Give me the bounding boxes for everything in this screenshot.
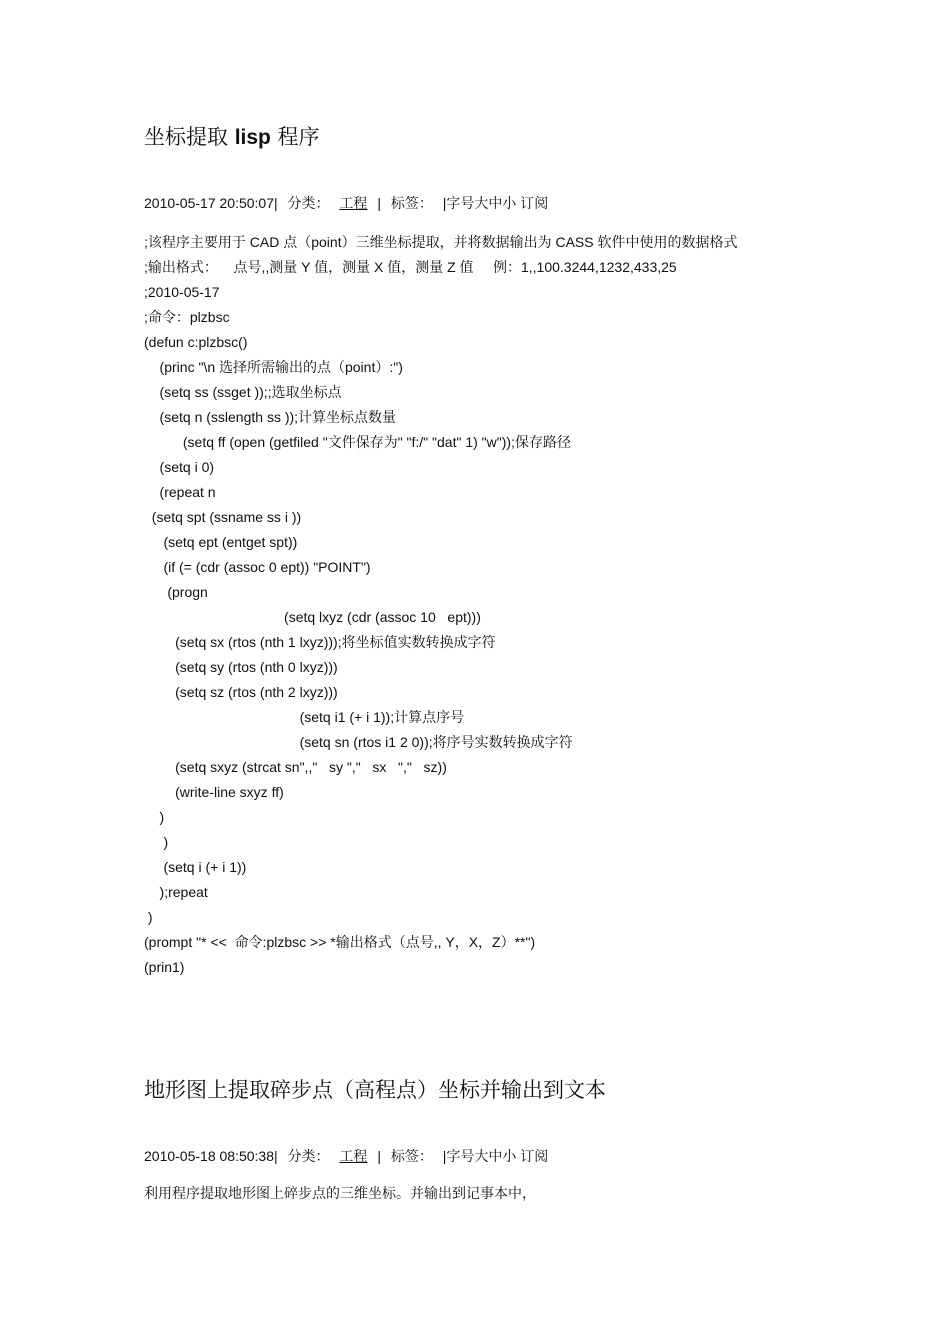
code-line: (setq i (+ i 1)) (144, 859, 247, 875)
category-label: 分类： (287, 1148, 330, 1164)
category-link[interactable]: 工程 (339, 195, 368, 211)
code-line: ) (144, 909, 153, 925)
code-line: (if (= (cdr (assoc 0 ept)) "POINT") (144, 559, 371, 575)
code-line: ) (144, 834, 169, 850)
title-part: 坐标提取 (144, 125, 235, 149)
code-line: (princ "\n 选择所需输出的点（point）:") (144, 359, 403, 375)
code-line: (setq sn (rtos i1 2 0));将序号实数转换成字符 (144, 734, 573, 750)
tags-label: 标签： (390, 1148, 433, 1164)
post-date: 2010-05-17 20:50:07| (144, 195, 278, 211)
code-line: (setq sz (rtos (nth 2 lxyz))) (144, 684, 338, 700)
code-line: (setq sy (rtos (nth 0 lxyz))) (144, 659, 338, 675)
post-body: 利用程序提取地形图上碎步点的三维坐标。并输出到记事本中， (144, 1185, 536, 1201)
code-line: (write-line sxyz ff) (144, 784, 284, 800)
title-part: 程序 (270, 125, 320, 149)
code-line: (progn (144, 584, 208, 600)
code-line: );repeat (144, 884, 208, 900)
code-line: (setq sxyz (strcat sn",," sy "," sx "," sz)) (144, 759, 447, 775)
code-line: (setq i1 (+ i 1));计算点序号 (144, 709, 465, 725)
code-line: (setq lxyz (cdr (assoc 10 ept))) (144, 609, 481, 625)
tags-label: 标签： (390, 195, 433, 211)
code-line: (repeat n (144, 484, 216, 500)
code-listing (144, 230, 844, 980)
code-line: (setq ept (entget spt)) (144, 534, 298, 550)
code-line: (prin1) (144, 959, 185, 975)
code-line: ) (144, 809, 165, 825)
code-line: (defun c:plzbsc() (144, 334, 248, 350)
post-date: 2010-05-18 08:50:38| (144, 1148, 278, 1164)
divider: | (377, 1148, 381, 1164)
post-meta (144, 193, 554, 213)
code-line: (setq i 0) (144, 459, 215, 475)
code-line: ;输出格式： 点号,,测量 Y 值，测量 X 值，测量 Z 值 例：1,,100.3244,1232,433,25 (144, 259, 677, 275)
code-line: (setq ff (open (getfiled "文件保存为" "f:/" "dat" 1) "w"));保存路径 (144, 434, 571, 450)
code-line: ;2010-05-17 (144, 284, 220, 300)
code-line: (setq ss (ssget ));;选取坐标点 (144, 384, 342, 400)
post-title: 地形图上提取碎步点（高程点）坐标并输出到文本 (144, 1078, 606, 1102)
category-link[interactable]: 工程 (339, 1148, 368, 1164)
font-size-subscribe-tools[interactable]: |字号大中小 订阅 (442, 1148, 549, 1164)
code-line: (setq n (sslength ss ));计算坐标点数量 (144, 409, 397, 425)
title-part: lisp (234, 126, 271, 149)
code-line: (setq sx (rtos (nth 1 lxyz)));将坐标值实数转换成字符 (144, 634, 496, 650)
font-size-subscribe-tools[interactable]: |字号大中小 订阅 (442, 195, 549, 211)
post-meta (144, 1146, 554, 1166)
post-title (144, 121, 320, 151)
divider: | (377, 195, 381, 211)
code-line: ;该程序主要用于 CAD 点（point）三维坐标提取，并将数据输出为 CASS 软件中使用的数据格式 (144, 234, 738, 250)
code-line: (setq spt (ssname ss i )) (144, 509, 302, 525)
code-line: ;命令：plzbsc (144, 309, 230, 325)
category-label: 分类： (287, 195, 330, 211)
code-line: (prompt "* << 命令:plzbsc >> *输出格式（点号,, Y，X，Z）**") (144, 934, 536, 950)
